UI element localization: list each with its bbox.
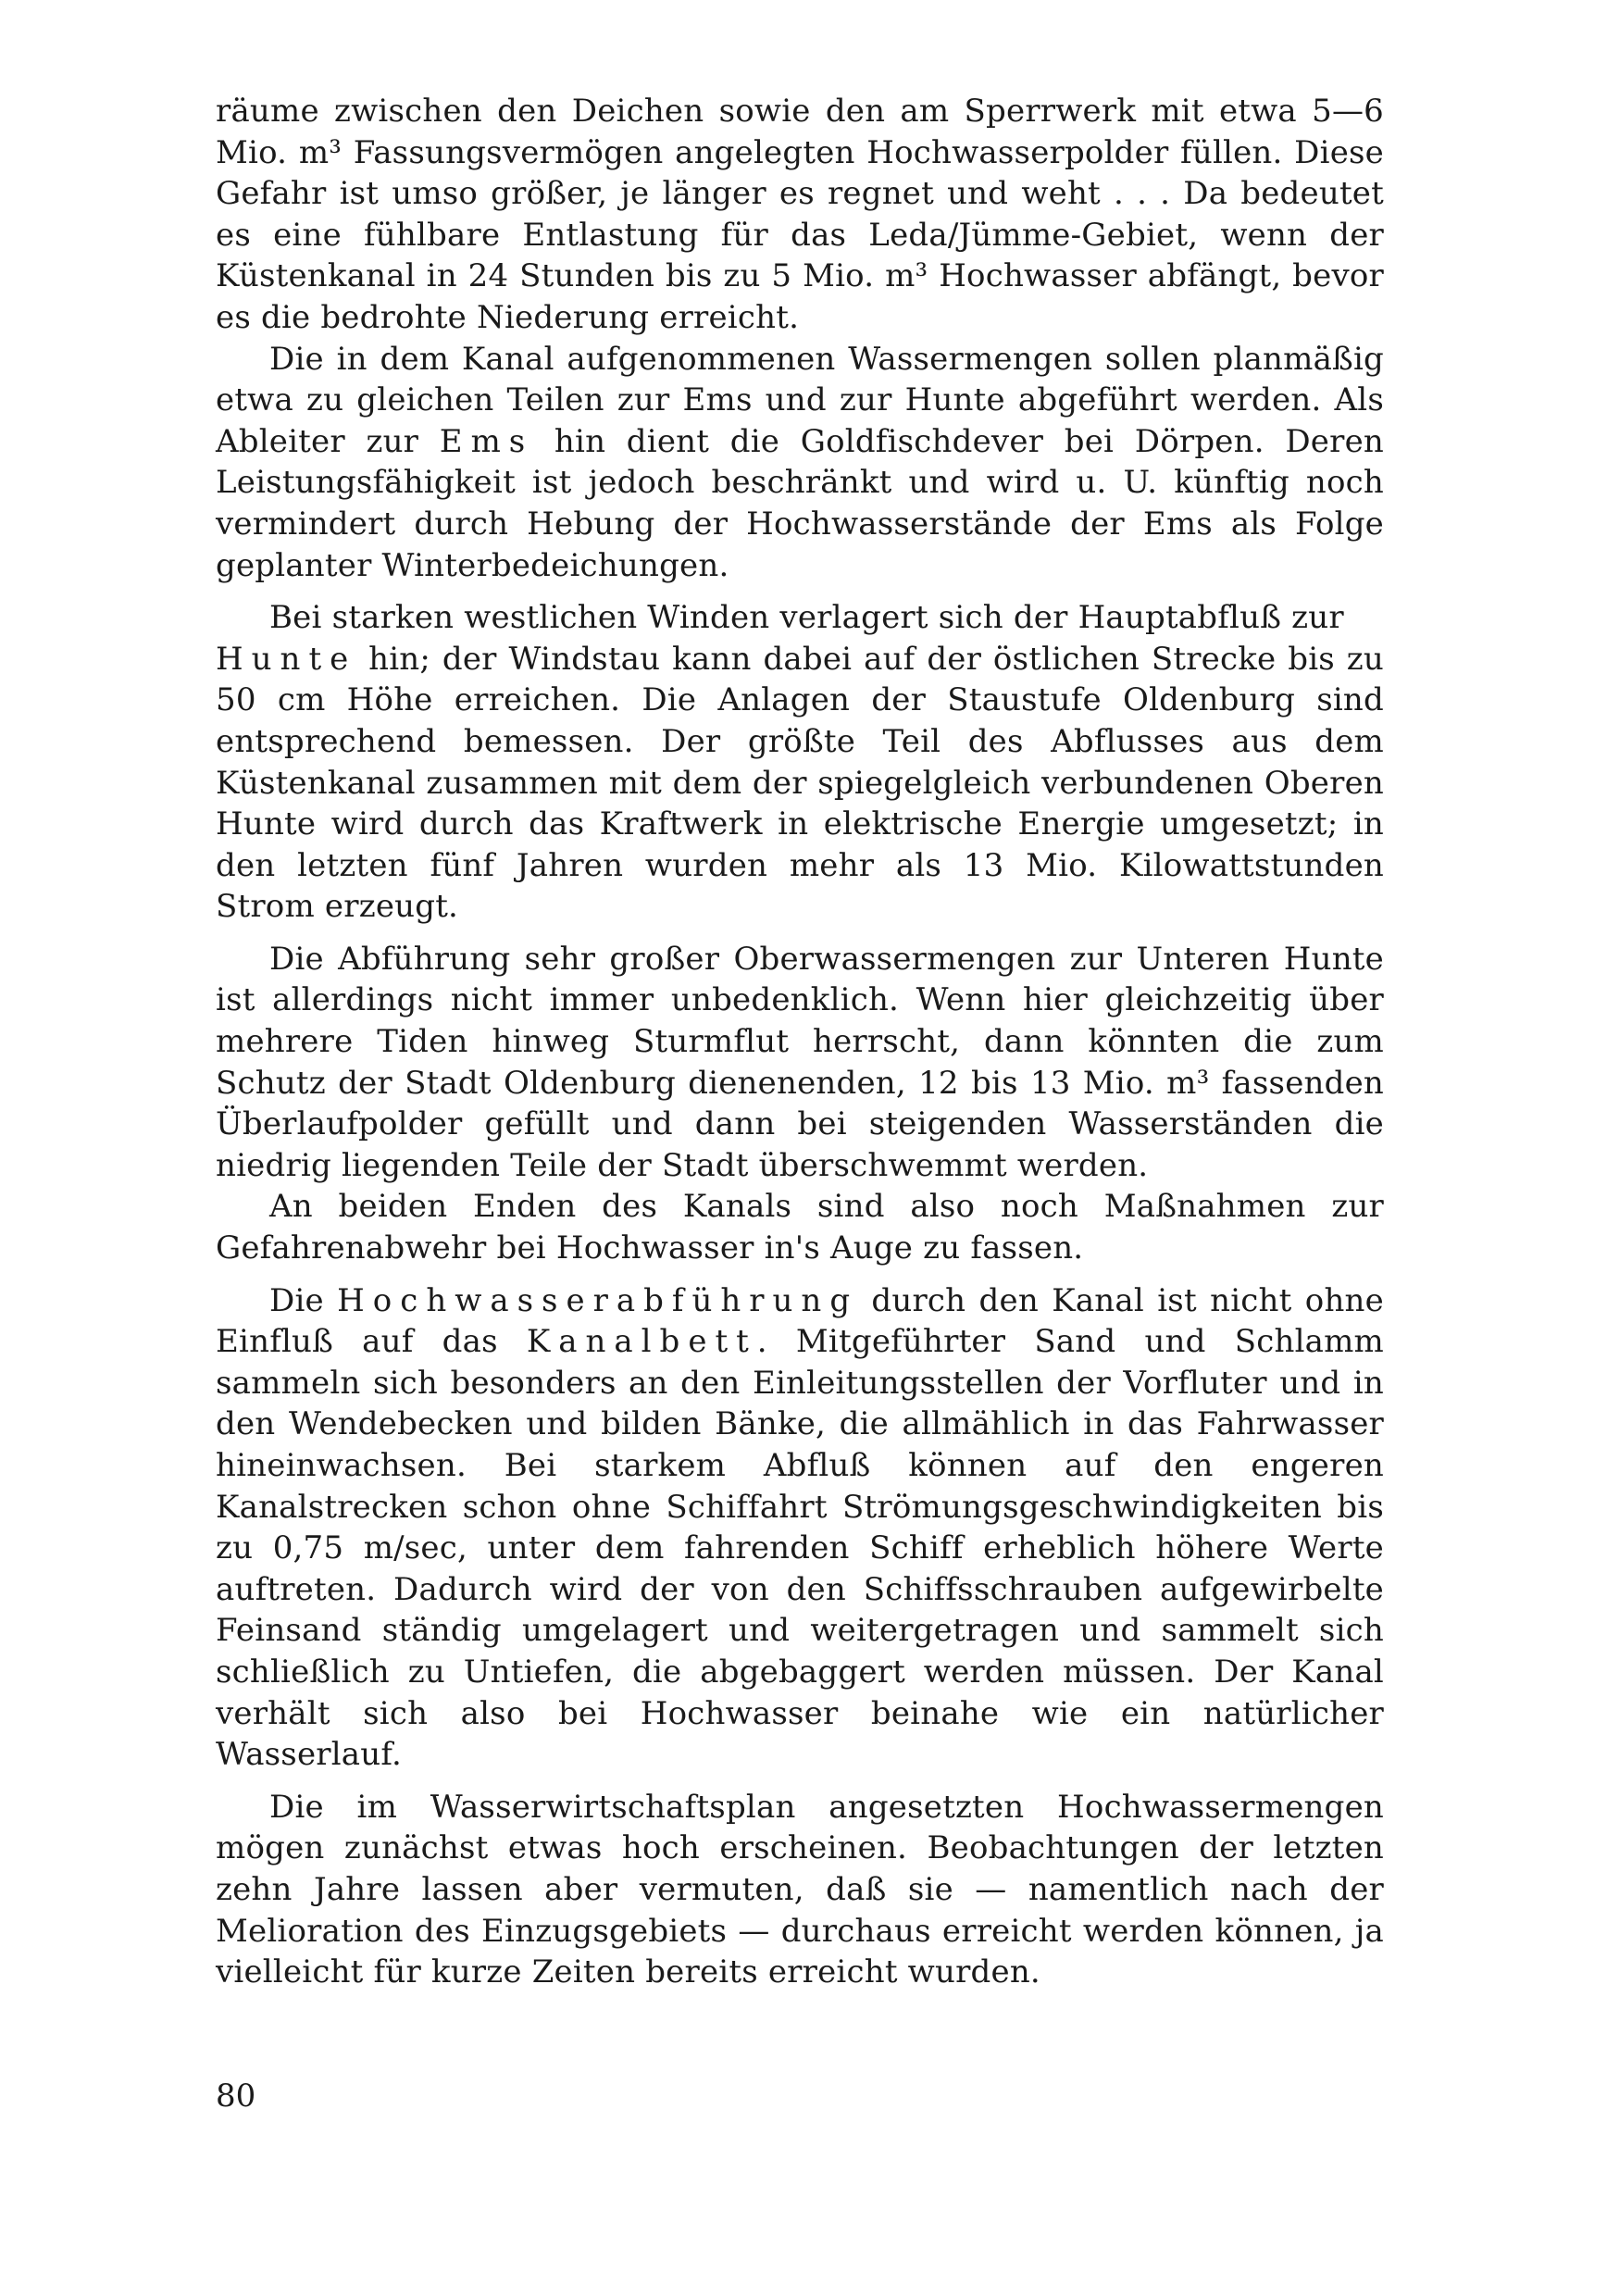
paragraph-6 <box>216 1280 1384 1776</box>
body-text <box>216 91 1384 1993</box>
page-number: 80 <box>216 2078 256 2115</box>
paragraph-5-text: An beiden Enden des Kanals sind also noch Maßnahmen zur Gefahrenabwehr bei Hochwasser in's Auge zu fassen. <box>216 1188 1384 1267</box>
paragraph-2 <box>216 339 1384 587</box>
paragraph-7-text: Die im Wasserwirtschaftsplan angesetzten Hochwassermengen mögen zunächst etwas hoch erscheinen. Beobachtungen der letzten zehn Jahre lassen aber vermuten, daß sie — namentlich nach der Melioration des Einzugsgebiets — durchaus erreicht werden können, ja vielleicht für kurze Zeiten bereits erreicht wurden. <box>216 1788 1384 1991</box>
paragraph-6-text-c: . Mitgeführter Sand und Schlamm sammeln sich besonders an den Einleitungsstellen der Vorfluter und in den Wendebecken und bilden Bänke, die allmählich in das Fahrwasser hineinwachsen. Bei starkem Abfluß können auf den engeren Kanalstrecken schon ohne Schiffahrt Strömungsgeschwindigkeiten bis zu 0,75 m/sec, unter dem fahrenden Schiff erheblich höhere Werte auftreten. Dadurch wird der von den Schiffsschrauben aufgewirbelte Feinsand ständig umgelagert und weitergetragen und sammelt sich schließlich zu Untiefen, die abgebaggert werden müssen. Der Kanal verhält sich also bei Hochwasser beinahe wie ein natürlicher Wasserlauf. <box>216 1323 1384 1774</box>
paragraph-4-text: Die Abführung sehr großer Oberwassermengen zur Unteren Hunte ist allerdings nicht immer unbedenklich. Wenn hier gleichzeitig über mehrere Tiden hinweg Sturmflut herrscht, dann könnten die zum Schutz der Stadt Oldenburg dienenenden, 12 bis 13 Mio. m³ fassenden Überlaufpolder gefüllt und dann bei steigenden Wasserständen die niedrig liegenden Teile der Stadt überschwemmt werden. <box>216 940 1384 1184</box>
paragraph-2-text-a: Die in dem Kanal aufgenommenen Wassermengen sollen planmäßig etwa zu gleichen Teilen zur Ems und zur Hunte abgeführt werden. Als Ableiter zur <box>216 340 1384 460</box>
paragraph-7 <box>216 1787 1384 1993</box>
paragraph-1 <box>216 91 1384 339</box>
paragraph-6-text-b: durch den Kanal ist nicht ohne Einfluß auf das <box>216 1281 1384 1361</box>
paragraph-3-text-b: hin; der Windstau kann dabei auf der östlichen Strecke bis zu 50 cm Höhe erreichen. Die Anlagen der Staustufe Oldenburg sind entsprechend bemessen. Der größte Teil des Abflusses aus dem Küstenkanal zusammen mit dem der spiegelgleich verbundenen Oberen Hunte wird durch das Kraftwerk in elektrische Energie umgesetzt; in den letzten fünf Jahren wurden mehr als 13 Mio. Kilowattstunden Strom erzeugt. <box>216 640 1384 926</box>
paragraph-3 <box>216 597 1384 928</box>
paragraph-3-text-a: Bei starken westlichen Winden verlagert sich der Hauptabfluß zur <box>269 599 1344 637</box>
paragraph-6-text-a: Die <box>269 1281 338 1319</box>
paragraph-2-text-b: hin dient die Goldfischdever bei Dörpen. Deren Leistungsfähigkeit ist jedoch beschränkt und wird u. U. künftig noch vermindert durch Hebung der Hochwasserstände der Ems als Folge geplanter Winterbedeichungen. <box>216 422 1384 584</box>
paragraph-3-spaced-hunte: Hunte <box>216 640 357 678</box>
paragraph-6-spaced-hochwasserabfuehrung: Hochwasserabführung <box>337 1281 859 1319</box>
paragraph-5 <box>216 1186 1384 1268</box>
paragraph-2-spaced-ems: Ems <box>439 422 534 460</box>
paragraph-4 <box>216 939 1384 1187</box>
paragraph-6-spaced-kanalbett: Kanalbett <box>526 1323 757 1361</box>
paragraph-1-text: räume zwischen den Deichen sowie den am Sperrwerk mit etwa 5—6 Mio. m³ Fassungsvermögen angelegten Hochwasserpolder füllen. Diese Gefahr ist umso größer, je länger es regnet und weht . . . Da bedeutet es eine fühlbare Entlastung für das Leda/Jümme-Gebiet, wenn der Küstenkanal in 24 Stunden bis zu 5 Mio. m³ Hochwasser abfängt, bevor es die bedrohte Niederung erreicht. <box>216 93 1384 336</box>
